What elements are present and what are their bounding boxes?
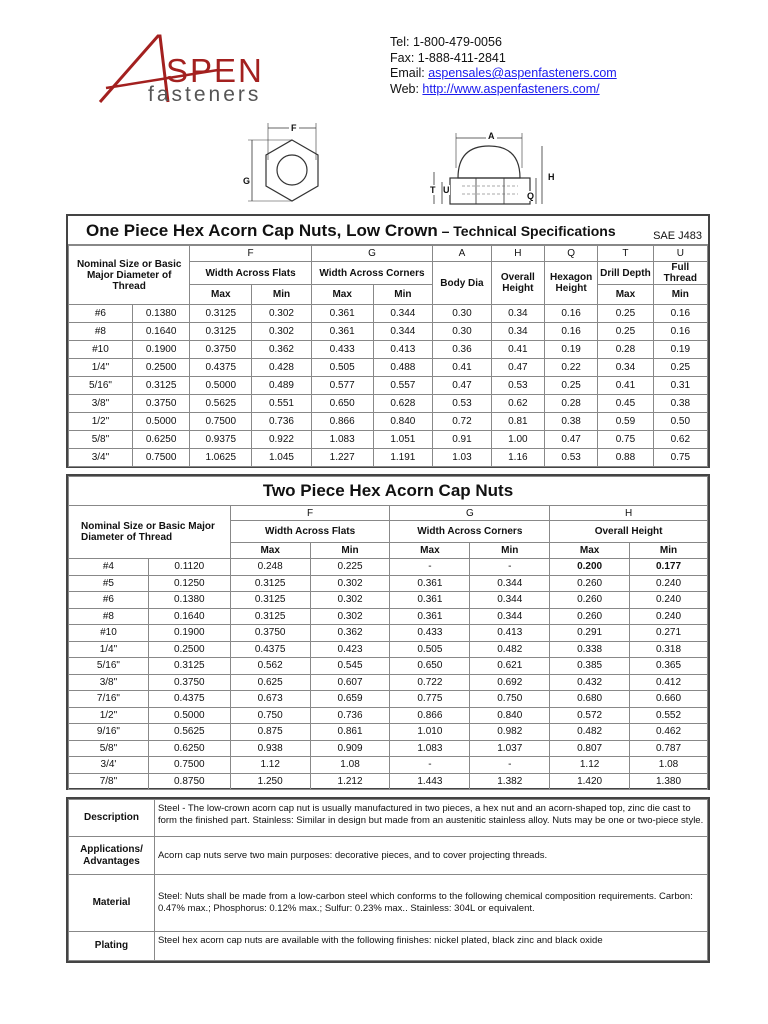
table1-row	[69, 431, 708, 449]
table1-cell: 0.75	[653, 449, 707, 467]
table2-cell: 0.866	[390, 707, 470, 724]
table1-cell: 0.62	[653, 431, 707, 449]
t1-width-corners: Width Across Corners	[311, 262, 432, 285]
table1-cell: #6	[69, 305, 133, 323]
table1-cell: 0.3750	[132, 395, 190, 413]
table1-cell: 0.9375	[190, 431, 252, 449]
table2-cell: 0.1640	[148, 608, 230, 625]
table2-cell: 0.8750	[148, 773, 230, 790]
table2-cell: 1/4"	[69, 641, 149, 658]
dim-h-label: H	[548, 172, 555, 182]
spec-label-material: Material	[69, 875, 155, 932]
table1-cell: 0.45	[598, 395, 653, 413]
table1-cell: 0.488	[373, 359, 433, 377]
table2-cell: 0.225	[310, 559, 390, 576]
table2-cell: 1.382	[470, 773, 550, 790]
t1-col-nominal: Nominal Size or Basic Major Diameter of Thread	[69, 246, 190, 305]
table2-cell: 0.909	[310, 740, 390, 757]
table1-cell: 0.41	[433, 359, 492, 377]
table1-cell: 1.227	[311, 449, 373, 467]
spec-text-description: Steel - The low-crown acorn cap nut is usually manufactured in two pieces, a hex nut and an acorn-shaped top, zinc die cast to form the finished part. Stainless: Similar in design but made from an austenitic stainless alloy. Nuts may be one or two-piece style.	[154, 800, 707, 837]
table2-cell: 0.4375	[148, 691, 230, 708]
table1-cell: 0.428	[252, 359, 312, 377]
contact-block	[390, 35, 617, 97]
table1-cell: 1.051	[373, 431, 433, 449]
table2-cell: -	[390, 757, 470, 774]
table2-cell: 3/4'	[69, 757, 149, 774]
table2-cell: 0.750	[230, 707, 310, 724]
table1-cell: 0.577	[311, 377, 373, 395]
table1-grid: Nominal Size or Basic Major Diameter of Thread F G A H Q T U Width Across Flats Width Across Corners Body Dia Overall Height Hexagon Height Drill Depth Full Thread Max Min Max Min Max Min #6 0.1380 0.3125 0.302 0.361 0.344 0.30 0.34 0.16 0.25 0.16 #8 0.1640 0.3125 0.302 0.361 0.344 0.30 0.34 0.16 0.25 0.16 #10 0.1900 0.3750 0.362 0.433 0.413 0.36 0.41 0.19 0.28 0.19 1/4" 0.2500 0.4375 0.428 0.505 0.488 0.41 0.47 0.22 0.34 0.25 5/16" 0.3125 0.5000 0.489 0.577 0.557 0.47 0.53 0.25 0.41 0.31 3/8" 0.3750 0.5625 0.551 0.650 0.628 0.53 0.62 0.28 0.45 0.38 1/2" 0.5000 0.7500 0.736 0.866 0.840 0.72 0.81 0.38 0.59 0.50 5/8" 0.6250 0.9375 0.922 1.083 1.051 0.91 1.00 0.47 0.75 0.62 3/4" 0.7500 1.0625 1.045 1.227 1.191 1.03 1.16 0.53 0.88 0.75	[68, 245, 708, 467]
table2-cell: 1.212	[310, 773, 390, 790]
table2-cell: 0.692	[470, 674, 550, 691]
table2-cell: 0.545	[310, 658, 390, 675]
contact-tel: Tel: 1-800-479-0056	[390, 35, 502, 49]
table1-cell: 1.00	[491, 431, 544, 449]
table2-cell: 0.736	[310, 707, 390, 724]
table2-row	[69, 575, 708, 592]
t2-letter-h: H	[550, 506, 708, 521]
table2-row	[69, 707, 708, 724]
table2-cell: 0.260	[550, 608, 630, 625]
table1-cell: 0.3125	[132, 377, 190, 395]
table1-cell: 0.302	[252, 323, 312, 341]
table2-row	[69, 658, 708, 675]
table2-cell: 1.250	[230, 773, 310, 790]
table2-cell: 0.861	[310, 724, 390, 741]
table1-cell: 0.16	[544, 305, 597, 323]
table2-cell: 0.1900	[148, 625, 230, 642]
t2-width-corners: Width Across Corners	[390, 521, 550, 543]
table2-cell: 0.938	[230, 740, 310, 757]
table2-cell: 0.344	[470, 575, 550, 592]
table1-cell: 0.34	[491, 305, 544, 323]
t1-full-thread: Full Thread	[653, 262, 707, 285]
spec-label-applications: Applications/ Advantages	[69, 836, 155, 875]
table2-cell: 0.362	[310, 625, 390, 642]
table2-cell: 1.12	[550, 757, 630, 774]
t1-letter-q: Q	[544, 246, 597, 262]
table2-cell: -	[470, 559, 550, 576]
table1-cell: 0.5000	[132, 413, 190, 431]
table1-cell: 0.344	[373, 305, 433, 323]
table2-cell: 0.5000	[148, 707, 230, 724]
table1-cell: 1.045	[252, 449, 312, 467]
table2-cell: 1.08	[630, 757, 708, 774]
table2-cell: 0.271	[630, 625, 708, 642]
table2-row	[69, 740, 708, 757]
table2-cell: 0.673	[230, 691, 310, 708]
table1-cell: 0.25	[653, 359, 707, 377]
table1-cell: 0.866	[311, 413, 373, 431]
table2-cell: 0.260	[550, 575, 630, 592]
table2-cell: 0.3750	[148, 674, 230, 691]
table2-cell: 1/2"	[69, 707, 149, 724]
table1-cell: 0.413	[373, 341, 433, 359]
table1-cell: 0.38	[544, 413, 597, 431]
table2-cell: 0.505	[390, 641, 470, 658]
table1-cell: 0.302	[252, 305, 312, 323]
table1-cell: 0.47	[491, 359, 544, 377]
table2-row	[69, 691, 708, 708]
table2-cell: 0.572	[550, 707, 630, 724]
table2-cell: 0.552	[630, 707, 708, 724]
table1-cell: 0.16	[653, 323, 707, 341]
t1-overall-height: Overall Height	[491, 262, 544, 305]
table1-cell: 1.03	[433, 449, 492, 467]
table2-row	[69, 674, 708, 691]
t2-col-nominal: Nominal Size or Basic Major Diameter of Thread	[69, 506, 231, 559]
table2-cell: #4	[69, 559, 149, 576]
table1-cell: 0.361	[311, 323, 373, 341]
table1-cell: 0.50	[653, 413, 707, 431]
table2-cell: 0.423	[310, 641, 390, 658]
dim-a-label: A	[488, 131, 495, 141]
table1-cell: 0.922	[252, 431, 312, 449]
table1-cell: 5/8"	[69, 431, 133, 449]
table1-cell: 1.0625	[190, 449, 252, 467]
table1-cell: 0.557	[373, 377, 433, 395]
table2-row	[69, 641, 708, 658]
table2-cell: 0.302	[310, 592, 390, 609]
table2-row	[69, 773, 708, 790]
table2-row	[69, 592, 708, 609]
table1-cell: #8	[69, 323, 133, 341]
table2-row	[69, 559, 708, 576]
table2-cell: 0.482	[550, 724, 630, 741]
dim-t-label: T	[430, 185, 436, 195]
table2-cell: 1.12	[230, 757, 310, 774]
sae-standard: SAE J483	[653, 230, 702, 242]
table1-cell: 0.28	[544, 395, 597, 413]
table1-cell: 0.75	[598, 431, 653, 449]
table1-row	[69, 395, 708, 413]
table1-cell: 0.16	[544, 323, 597, 341]
table2-cell: 0.365	[630, 658, 708, 675]
table2-cell: 0.361	[390, 575, 470, 592]
table2-cell: 0.3125	[230, 592, 310, 609]
table2-cell: 0.1380	[148, 592, 230, 609]
table2-cell: 0.248	[230, 559, 310, 576]
table2-cell: 0.875	[230, 724, 310, 741]
table2-cell: 0.6250	[148, 740, 230, 757]
dim-u-label: U	[443, 185, 450, 195]
table2-cell: 0.200	[550, 559, 630, 576]
spec-label-description: Description	[69, 800, 155, 837]
table1-cell: 0.736	[252, 413, 312, 431]
t1-body-dia: Body Dia	[433, 262, 492, 305]
table1-cell: 0.3125	[190, 305, 252, 323]
table1-title: One Piece Hex Acorn Cap Nuts, Low Crown – Technical Specifications SAE J483	[68, 216, 708, 245]
table2-cell: 0.3750	[230, 625, 310, 642]
table2-grid: Two Piece Hex Acorn Cap Nuts Nominal Size or Basic Major Diameter of Thread F G H Width Across Flats Width Across Corners Overall Height Max Min Max Min Max Min #4 0.1120 0.248 0.225 - - 0.200 0.177 #5 0.1250 0.3125 0.302 0.361 0.344 0.260 0.240 #6 0.1380 0.3125 0.302 0.361 0.344 0.260 0.240 #8 0.1640 0.3125 0.302 0.361 0.344 0.260 0.240 #10 0.1900 0.3750 0.362 0.433 0.413 0.291 0.271 1/4" 0.2500 0.4375 0.423 0.505 0.482 0.338 0.318 5/16" 0.3125 0.562 0.545 0.650 0.621 0.385 0.365 3/8" 0.3750 0.625 0.607 0.722 0.692 0.432 0.412 7/16" 0.4375 0.673 0.659 0.775 0.750 0.680 0.660 1/2" 0.5000 0.750 0.736 0.866 0.840 0.572 0.552 9/16" 0.5625 0.875 0.861 1.010 0.982 0.482 0.462 5/8" 0.6250 0.938 0.909 1.083 1.037 0.807 0.787 3/4' 0.7500 1.12 1.08 - - 1.12 1.08 7/8" 0.8750 1.250 1.212 1.443 1.382 1.420 1.380	[68, 476, 708, 790]
table1-cell: 0.2500	[132, 359, 190, 377]
table2-cell: 0.840	[470, 707, 550, 724]
table1-cell: 1/2"	[69, 413, 133, 431]
table1-cell: 0.25	[544, 377, 597, 395]
spec-label-plating: Plating	[69, 932, 155, 961]
table2-cell: 5/16"	[69, 658, 149, 675]
table1-cell: 5/16"	[69, 377, 133, 395]
table1-cell: 0.1380	[132, 305, 190, 323]
table2-cell: 0.659	[310, 691, 390, 708]
spec-text-material: Steel: Nuts shall be made from a low-carbon steel which conforms to the following chemical composition requirements. Carbon: 0.47% max.; Phosphorus: 0.12% max.; Sulfur: 0.23% max.. Stainless: 304L or equivalent.	[154, 875, 707, 932]
dim-q-label: Q	[527, 191, 535, 201]
table2-cell: -	[390, 559, 470, 576]
table1-cell: 0.34	[598, 359, 653, 377]
table1-cell: 0.38	[653, 395, 707, 413]
table2-cell: 1.010	[390, 724, 470, 741]
table2-cell: 0.3125	[230, 608, 310, 625]
t1-drill-depth: Drill Depth	[598, 262, 653, 285]
table1-cell: 0.1640	[132, 323, 190, 341]
table2-cell: 0.318	[630, 641, 708, 658]
table1-cell: 0.6250	[132, 431, 190, 449]
table1-cell: 0.7500	[190, 413, 252, 431]
logo-brand: SPEN	[166, 52, 264, 89]
table2-cell: 0.3125	[230, 575, 310, 592]
table1-row	[69, 377, 708, 395]
table2-cell: 0.240	[630, 575, 708, 592]
table2-cell: 0.982	[470, 724, 550, 741]
table2-cell: #6	[69, 592, 149, 609]
table1-cell: 0.19	[653, 341, 707, 359]
table1-cell: 0.53	[433, 395, 492, 413]
table1-cell: 1.191	[373, 449, 433, 467]
table2-cell: 1.443	[390, 773, 470, 790]
table1-cell: 0.47	[433, 377, 492, 395]
table2-title: Two Piece Hex Acorn Cap Nuts	[69, 477, 708, 506]
t1-letter-g: G	[311, 246, 432, 262]
t1-hexagon-height: Hexagon Height	[544, 262, 597, 305]
table2-row	[69, 625, 708, 642]
table2-cell: 0.240	[630, 592, 708, 609]
table1-cell: 0.3125	[190, 323, 252, 341]
table1-cell: 0.30	[433, 305, 492, 323]
spec-text-applications: Acorn cap nuts serve two main purposes: decorative pieces, and to cover projecting threads.	[154, 836, 707, 875]
table2-cell: 0.412	[630, 674, 708, 691]
table1-cell: 0.59	[598, 413, 653, 431]
table1-cell: 0.88	[598, 449, 653, 467]
table1-cell: 0.840	[373, 413, 433, 431]
table1-cell: 0.91	[433, 431, 492, 449]
table2-cell: 0.361	[390, 608, 470, 625]
table1-cell: 0.505	[311, 359, 373, 377]
table2-cell: 0.1120	[148, 559, 230, 576]
table2-cell: 0.291	[550, 625, 630, 642]
table1-cell: 0.30	[433, 323, 492, 341]
table1-cell: 0.41	[491, 341, 544, 359]
table1-cell: 0.36	[433, 341, 492, 359]
table1-cell: 0.5000	[190, 377, 252, 395]
table2-cell: #8	[69, 608, 149, 625]
table2-cell: 0.302	[310, 608, 390, 625]
table2-cell: 0.338	[550, 641, 630, 658]
spec-text-plating: Steel hex acorn cap nuts are available with the following finishes: nickel plated, black zinc and black oxide	[154, 932, 707, 961]
specs-grid	[68, 799, 708, 961]
table2-cell: 5/8"	[69, 740, 149, 757]
table2-cell: 1.420	[550, 773, 630, 790]
table2-cell: 0.344	[470, 608, 550, 625]
table1-cell: 0.1900	[132, 341, 190, 359]
table2-cell: 0.807	[550, 740, 630, 757]
table1-cell: 0.628	[373, 395, 433, 413]
table2-cell: 7/8"	[69, 773, 149, 790]
table1-row	[69, 323, 708, 341]
table1-cell: 0.28	[598, 341, 653, 359]
t1-letter-a: A	[433, 246, 492, 262]
table1-cell: 0.72	[433, 413, 492, 431]
t2-letter-g: G	[390, 506, 550, 521]
table2-cell: 0.607	[310, 674, 390, 691]
table2-cell: 0.462	[630, 724, 708, 741]
table2-cell: 0.1250	[148, 575, 230, 592]
table1-cell: 1.083	[311, 431, 373, 449]
one-piece-spec-table	[66, 214, 710, 468]
table2-cell: 0.260	[550, 592, 630, 609]
table2-row	[69, 724, 708, 741]
table2-cell: 0.413	[470, 625, 550, 642]
table2-cell: 7/16"	[69, 691, 149, 708]
dim-g-label: G	[243, 176, 251, 186]
table1-cell: 0.362	[252, 341, 312, 359]
table1-cell: 0.19	[544, 341, 597, 359]
table2-cell: 0.775	[390, 691, 470, 708]
table1-cell: 0.361	[311, 305, 373, 323]
table1-row	[69, 305, 708, 323]
table1-cell: 1.16	[491, 449, 544, 467]
table1-cell: 0.4375	[190, 359, 252, 377]
table1-cell: 0.7500	[132, 449, 190, 467]
table2-cell: 0.680	[550, 691, 630, 708]
table1-cell: 0.551	[252, 395, 312, 413]
table1-cell: #10	[69, 341, 133, 359]
table2-cell: 0.7500	[148, 757, 230, 774]
table2-cell: 0.562	[230, 658, 310, 675]
table2-cell: 0.385	[550, 658, 630, 675]
contact-email: Email: aspensales@aspenfasteners.com	[390, 66, 617, 80]
table1-cell: 0.433	[311, 341, 373, 359]
specs-description-table	[66, 797, 710, 963]
table2-cell: 0.177	[630, 559, 708, 576]
table2-cell: 0.722	[390, 674, 470, 691]
table2-cell: 0.344	[470, 592, 550, 609]
table2-cell: 0.625	[230, 674, 310, 691]
table1-body	[69, 305, 708, 467]
table2-cell: 0.660	[630, 691, 708, 708]
table1-cell: 1/4"	[69, 359, 133, 377]
table2-cell: 3/8"	[69, 674, 149, 691]
t1-letter-h: H	[491, 246, 544, 262]
table1-cell: 0.25	[598, 323, 653, 341]
hex-top-view-diagram	[240, 120, 340, 215]
t1-letter-u: U	[653, 246, 707, 262]
table2-cell: 0.361	[390, 592, 470, 609]
table1-row	[69, 341, 708, 359]
table2-cell: 0.482	[470, 641, 550, 658]
table2-cell: 0.302	[310, 575, 390, 592]
two-piece-spec-table	[66, 474, 710, 790]
table1-cell: 0.489	[252, 377, 312, 395]
table2-cell: 0.432	[550, 674, 630, 691]
table2-cell: 0.2500	[148, 641, 230, 658]
t2-letter-f: F	[230, 506, 390, 521]
t1-letter-t: T	[598, 246, 653, 262]
table2-cell: 9/16"	[69, 724, 149, 741]
t2-width-flats: Width Across Flats	[230, 521, 390, 543]
table1-cell: 0.81	[491, 413, 544, 431]
table2-cell: -	[470, 757, 550, 774]
table1-cell: 0.650	[311, 395, 373, 413]
table1-cell: 0.47	[544, 431, 597, 449]
table2-cell: 0.4375	[230, 641, 310, 658]
table1-cell: 0.31	[653, 377, 707, 395]
dim-f-label: F	[291, 123, 297, 133]
table1-cell: 0.62	[491, 395, 544, 413]
company-logo	[98, 30, 313, 112]
table1-cell: 0.53	[491, 377, 544, 395]
table2-cell: 0.5625	[148, 724, 230, 741]
table1-cell: 0.25	[598, 305, 653, 323]
t1-width-flats: Width Across Flats	[190, 262, 311, 285]
table2-body	[69, 559, 708, 790]
table2-cell: 1.037	[470, 740, 550, 757]
table2-cell: 0.650	[390, 658, 470, 675]
table2-cell: 0.433	[390, 625, 470, 642]
table1-cell: 0.34	[491, 323, 544, 341]
table1-row	[69, 413, 708, 431]
table2-cell: 0.750	[470, 691, 550, 708]
table2-cell: 1.08	[310, 757, 390, 774]
contact-fax: Fax: 1-888-411-2841	[390, 50, 506, 65]
contact-web: Web: http://www.aspenfasteners.com/	[390, 81, 600, 96]
table1-cell: 0.53	[544, 449, 597, 467]
table2-cell: #10	[69, 625, 149, 642]
table2-cell: #5	[69, 575, 149, 592]
t2-overall-height: Overall Height	[550, 521, 708, 543]
table2-cell: 0.240	[630, 608, 708, 625]
table2-cell: 1.083	[390, 740, 470, 757]
table1-cell: 0.16	[653, 305, 707, 323]
website-link[interactable]: http://www.aspenfasteners.com/	[422, 81, 600, 96]
email-link[interactable]: aspensales@aspenfasteners.com	[428, 66, 617, 80]
table2-cell: 0.3125	[148, 658, 230, 675]
table1-cell: 0.41	[598, 377, 653, 395]
table2-cell: 1.380	[630, 773, 708, 790]
table2-cell: 0.621	[470, 658, 550, 675]
table2-row	[69, 608, 708, 625]
table2-row	[69, 757, 708, 774]
table1-row	[69, 449, 708, 467]
table1-cell: 3/4"	[69, 449, 133, 467]
t1-letter-f: F	[190, 246, 311, 262]
logo-sub: fasteners	[148, 83, 262, 106]
table1-cell: 0.22	[544, 359, 597, 377]
table1-cell: 0.5625	[190, 395, 252, 413]
table2-cell: 0.787	[630, 740, 708, 757]
table1-cell: 0.344	[373, 323, 433, 341]
table1-cell: 3/8"	[69, 395, 133, 413]
table1-cell: 0.3750	[190, 341, 252, 359]
table1-row	[69, 359, 708, 377]
